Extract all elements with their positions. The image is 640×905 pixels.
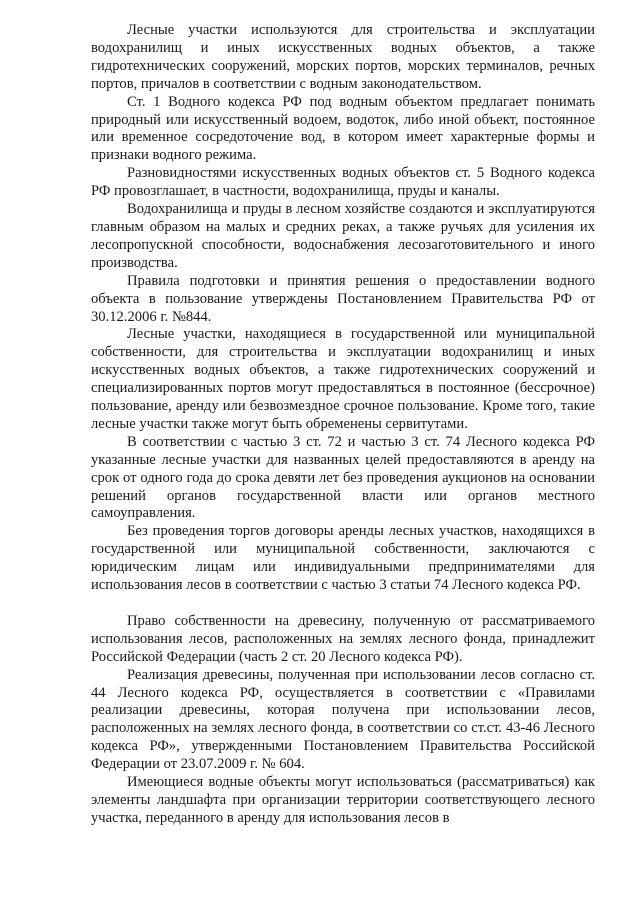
paragraph-11: Имеющиеся водные объекты могут использоваться (рассматриваться) как элементы ландшафта при организации территории соответствующего лесного участка, переданного в аренду для использования лесов в xyxy=(91,774,595,826)
paragraph-9: Право собственности на древесину, полученную от рассматриваемого использования лесов, расположенных на землях лесного фонда, принадлежит Российской Федерации (часть 2 ст. 20 Лесного кодекса РФ). xyxy=(91,612,595,665)
paragraph-4: Водохранилища и пруды в лесном хозяйстве создаются и эксплуатируются главным образом на малых и средних реках, а также ручьях для усиления их лесопропускной способности, водоснабжения лесозаготовительного и иного производства. xyxy=(91,201,595,271)
paragraph-10: Реализация древесины, полученная при использовании лесов согласно ст. 44 Лесного кодекса РФ, осуществляется в соответствии с «Правилами реализации древесины, которая получена при использовании лесов, расположенных на землях лесного фонда, в соответствии со ст.ст. 43-46 Лесного кодекса РФ», утвержденными Постановлением Правительства Российской Федерации от 23.07.2009 г. № 604. xyxy=(91,666,595,773)
paragraph-3: Разновидностями искусственных водных объектов ст. 5 Водного кодекса РФ провозглашает, в частности, водохранилища, пруды и каналы. xyxy=(91,165,595,200)
paragraph-7: В соответствии с частью 3 ст. 72 и частью 3 ст. 74 Лесного кодекса РФ указанные лесные участки для названных целей предоставляются в аренду на срок от одного года до срока девяти лет без проведения аукционов на основании решений органов государственной власти или органов местного самоуправления. xyxy=(91,433,595,522)
paragraph-8: Без проведения торгов договоры аренды лесных участков, находящихся в государственной или муниципальной собственности, заключаются с юридическим лицам или индивидуальными предпринимателями для использования лесов в соответствии с частью 3 статьи 74 Лесного кодекса РФ. xyxy=(91,523,595,594)
paragraph-2: Ст. 1 Водного кодекса РФ под водным объектом предлагает понимать природный или искусственный водоем, водоток, либо иной объект, постоянное или временное сосредоточение вод, в котором имеет характерные формы и признаки водного режима. xyxy=(91,93,595,164)
document-page xyxy=(91,22,595,828)
paragraph-5: Правила подготовки и принятия решения о предоставлении водного объекта в пользование утверждены Постановлением Правительства РФ от 30.12.2006 г. №844. xyxy=(91,272,595,325)
paragraph-1: Лесные участки используются для строительства и эксплуатации водохранилищ и иных искусственных водных объектов, а также гидротехнических сооружений, морских портов, морских терминалов, речных портов, причалов в соответствии с водным законодательством. xyxy=(91,22,595,92)
paragraph-6: Лесные участки, находящиеся в государственной или муниципальной собственности, для строительства и эксплуатации водохранилищ и иных искусственных водных объектов, а также гидротехнических сооружений и специализированных портов могут предоставляться в постоянное (бессрочное) пользование, аренду или безвозмездное срочное пользование. Кроме того, такие лесные участки также могут быть обременены сервитутами. xyxy=(91,326,595,432)
